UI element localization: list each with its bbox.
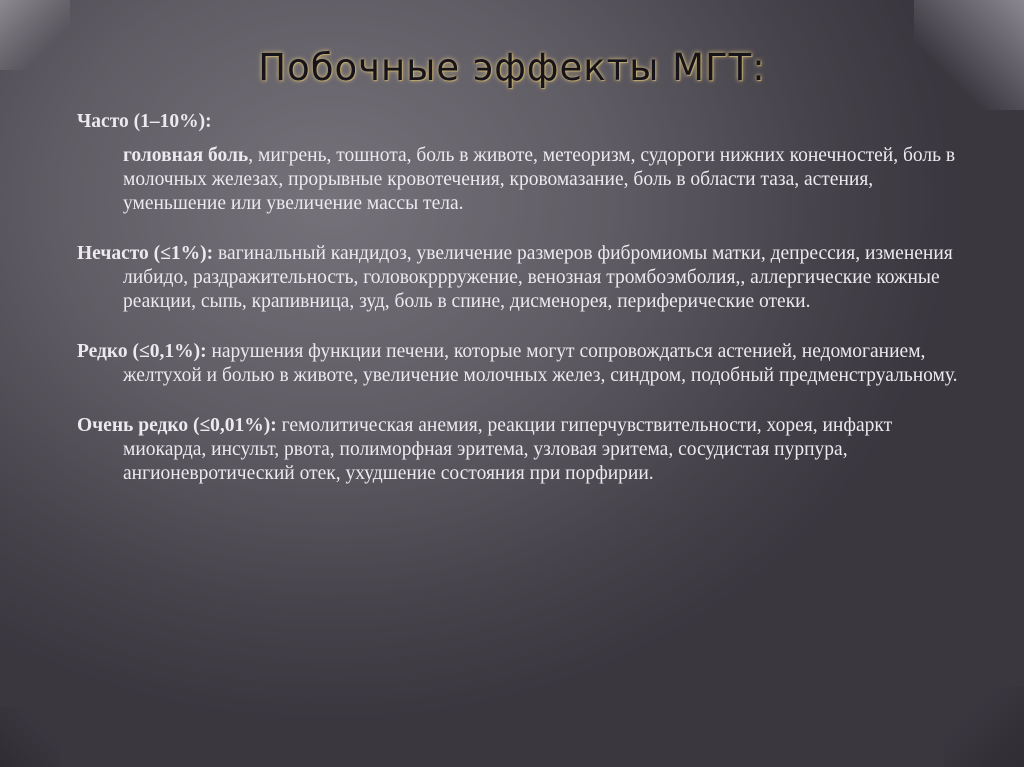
- section-rare-label: Редко (≤0,1%):: [77, 341, 207, 362]
- section-often-lead: головная боль: [123, 145, 249, 166]
- section-often: [77, 110, 977, 216]
- section-uncommon: [77, 242, 977, 314]
- section-very-rare-label: Очень редко (≤0,01%):: [77, 415, 277, 436]
- corner-decoration: [944, 687, 1024, 767]
- corner-decoration: [0, 707, 60, 767]
- section-often-text: [77, 144, 977, 216]
- section-very-rare-body: гемолитическая анемия, реакции гиперчувствительности, хорея, инфаркт миокарда, инсульт, рвота, полиморфная эритема, узловая эритема, сосудистая пурпура, ангионевротический отек, ухудшение состояния при порфирии.: [123, 415, 893, 484]
- slide-body: [77, 110, 977, 512]
- section-uncommon-label: Нечасто (≤1%):: [77, 243, 214, 264]
- section-uncommon-body: вагинальный кандидоз, увеличение размеров фибромиомы матки, депрессия, изменения либидо, раздражительность, головокррружение, венозная тромбоэмболия,, аллергические кожные реакции, сыпь, крапивница, зуд, боль в спине, дисменорея, периферические отеки.: [123, 243, 953, 312]
- section-rare-body: нарушения функции печени, которые могут сопровождаться астенией, недомоганием, желтухой и болью в животе, увеличение молочных желез, синдром, подобный предменструальному.: [123, 341, 958, 386]
- section-often-body: , мигрень, тошнота, боль в животе, метеоризм, судороги нижних конечностей, боль в молочных железах, прорывные кровотечения, кровомазание, боль в области таза, астения, уменьшение или увеличение массы тела.: [123, 145, 956, 214]
- section-very-rare: [77, 414, 977, 486]
- section-often-label: Часто (1–10%):: [77, 111, 212, 132]
- slide-title: Побочные эффекты МГТ:: [258, 46, 766, 89]
- section-rare: [77, 340, 977, 388]
